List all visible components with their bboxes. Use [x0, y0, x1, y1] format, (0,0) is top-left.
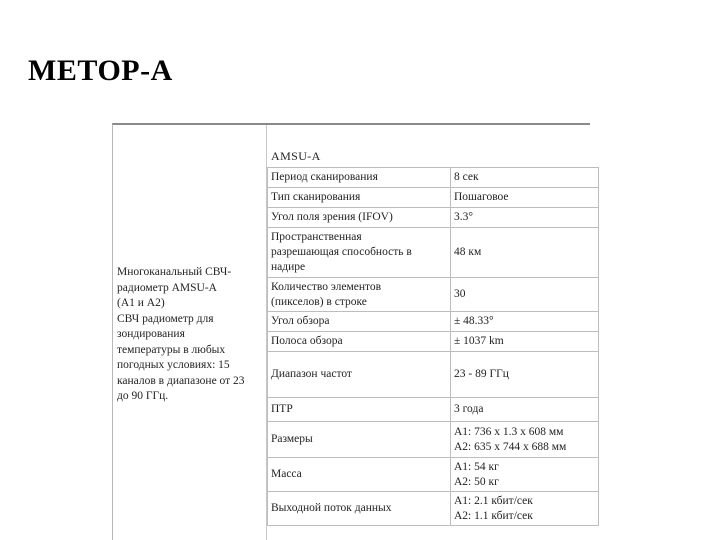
table-row: [268, 188, 599, 208]
instrument-description-cell: [113, 125, 267, 540]
value-cell: A1: 2.1 кбит/сек A2: 1.1 кбит/сек: [451, 492, 599, 526]
instrument-name: AMSU-A: [271, 149, 321, 163]
value-cell: Пошаговое: [451, 188, 599, 208]
table-row: [268, 168, 599, 188]
spec-block: [112, 123, 590, 540]
value-cell: ± 1037 km: [451, 332, 599, 352]
param-cell: Диапазон частот: [268, 352, 451, 398]
spec-table: [267, 167, 599, 526]
table-row: [268, 208, 599, 228]
param-cell: Угол обзора: [268, 312, 451, 332]
table-row: [268, 492, 599, 526]
table-row: [268, 398, 599, 422]
table-row: [268, 228, 599, 278]
param-cell: Количество элементов (пикселов) в строке: [268, 278, 451, 312]
param-cell: Угол поля зрения (IFOV): [268, 208, 451, 228]
param-cell: Пространственная разрешающая способность в надире: [268, 228, 451, 278]
spec-column: [267, 125, 591, 540]
param-cell: Полоса обзора: [268, 332, 451, 352]
param-cell: ПТР: [268, 398, 451, 422]
table-row: [268, 458, 599, 492]
value-cell: 48 км: [451, 228, 599, 278]
param-cell: Выходной поток данных: [268, 492, 451, 526]
param-cell: Размеры: [268, 422, 451, 458]
table-row: [268, 352, 599, 398]
value-cell: 8 сек: [451, 168, 599, 188]
param-cell: Период сканирования: [268, 168, 451, 188]
instrument-description: Многоканальный СВЧ- радиометр AMSU-A (A1 и A2) СВЧ радиометр для зондирования температуры в любых погодных условиях: 15 каналов в диапазоне от 23 до 90 ГГц.: [117, 266, 245, 402]
table-row: [268, 422, 599, 458]
value-cell: 3.3°: [451, 208, 599, 228]
value-cell: 30: [451, 278, 599, 312]
value-cell: 23 - 89 ГГц: [451, 352, 599, 398]
slide-title: МЕТОР-А: [28, 54, 173, 87]
table-row: [268, 332, 599, 352]
param-cell: Масса: [268, 458, 451, 492]
table-row: [268, 312, 599, 332]
value-cell: ± 48.33°: [451, 312, 599, 332]
value-cell: A1: 54 кг A2: 50 кг: [451, 458, 599, 492]
value-cell: A1: 736 x 1.3 x 608 мм A2: 635 x 744 x 688 мм: [451, 422, 599, 458]
value-cell: 3 года: [451, 398, 599, 422]
param-cell: Тип сканирования: [268, 188, 451, 208]
table-row: [268, 278, 599, 312]
